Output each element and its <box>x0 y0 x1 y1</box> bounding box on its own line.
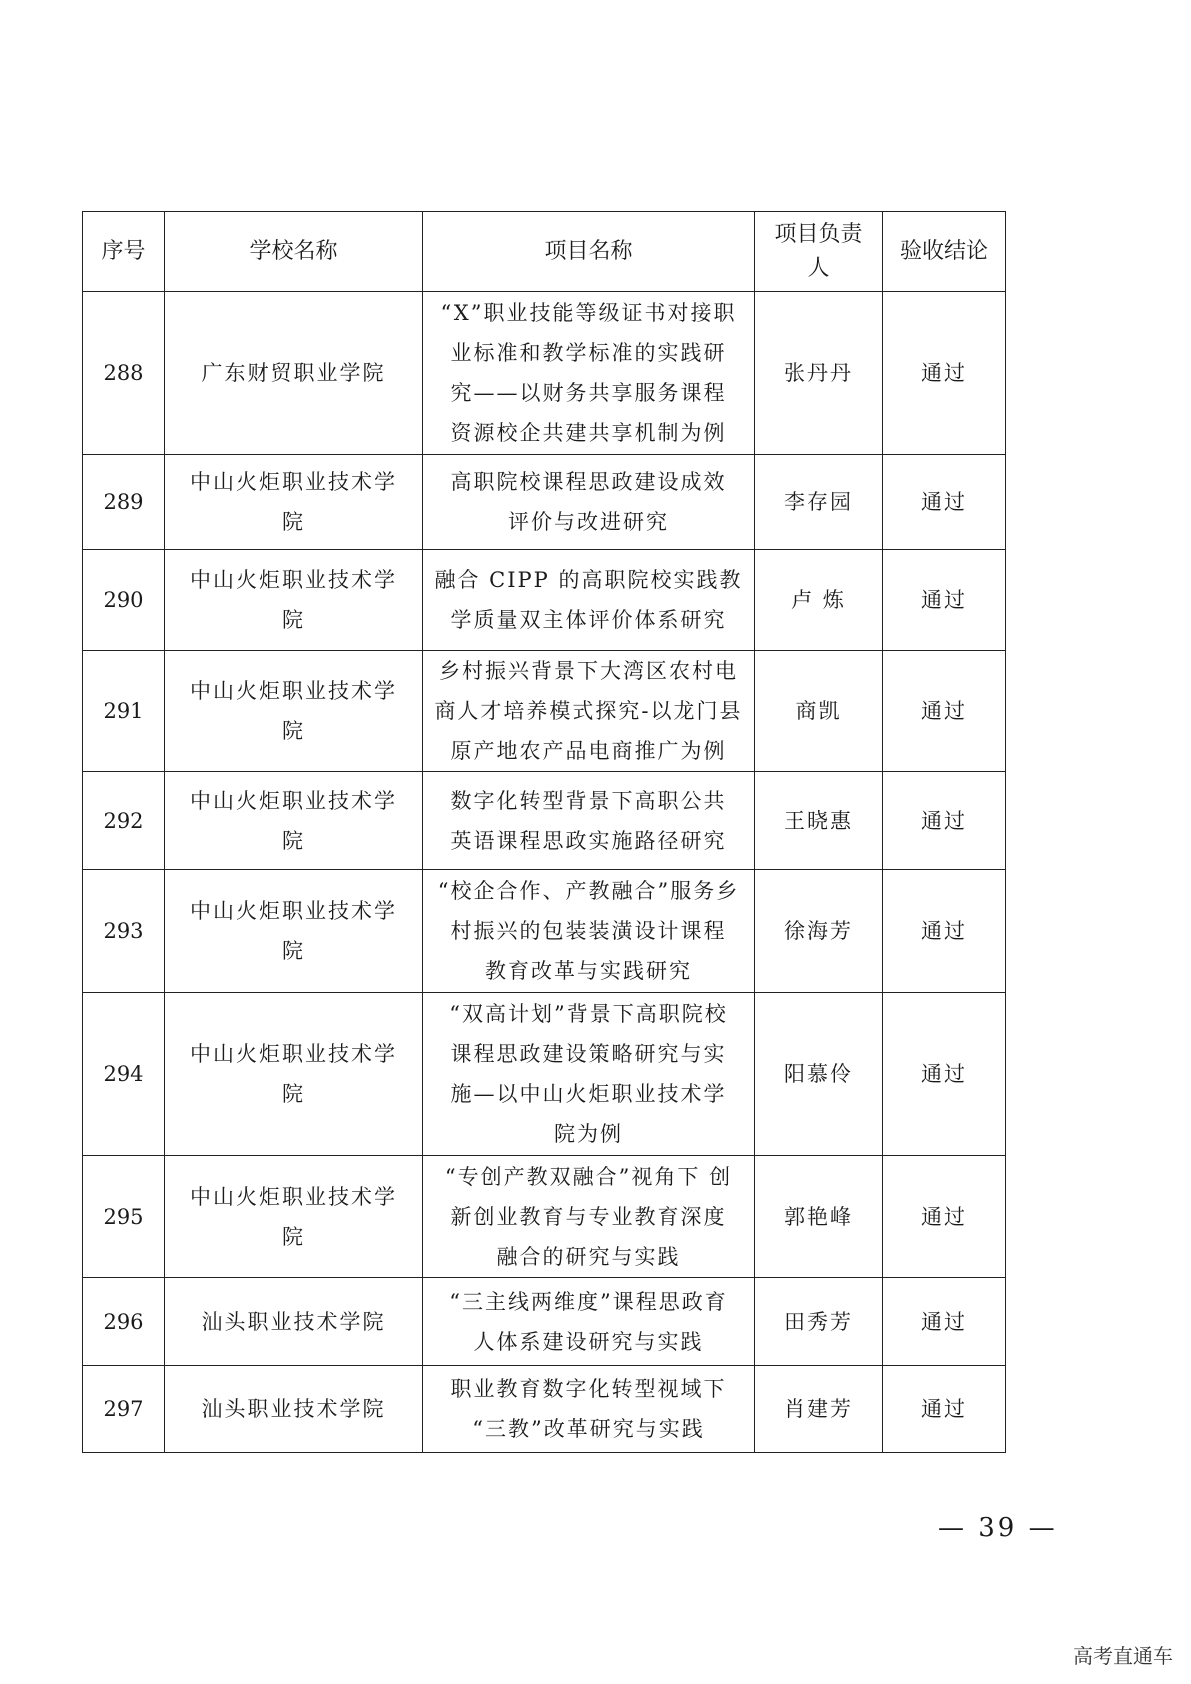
cell-school: 汕头职业技术学院 <box>165 1366 423 1453</box>
table-header-row <box>83 212 1006 292</box>
cell-project: “三主线两维度”课程思政育 人体系建设研究与实践 <box>423 1278 755 1366</box>
cell-index: 291 <box>83 651 165 772</box>
cell-index: 289 <box>83 455 165 550</box>
cell-project: “X”职业技能等级证书对接职 业标准和教学标准的实践研 究——以财务共享服务课程 资源校企共建共享机制为例 <box>423 292 755 455</box>
cell-school: 中山火炬职业技术学 院 <box>165 651 423 772</box>
table-row <box>83 870 1006 993</box>
cell-result: 通过 <box>883 455 1006 550</box>
cell-result: 通过 <box>883 1278 1006 1366</box>
cell-project: 高职院校课程思政建设成效 评价与改进研究 <box>423 455 755 550</box>
cell-project: “双高计划”背景下高职院校 课程思政建设策略研究与实 施—以中山火炬职业技术学 院为例 <box>423 993 755 1156</box>
cell-index: 290 <box>83 550 165 651</box>
cell-result: 通过 <box>883 651 1006 772</box>
table-row <box>83 1366 1006 1453</box>
cell-school: 中山火炬职业技术学 院 <box>165 1156 423 1278</box>
cell-leader: 徐海芳 <box>755 870 883 993</box>
watermark-text: 高考直通车 <box>1073 1644 1173 1668</box>
cell-result: 通过 <box>883 550 1006 651</box>
cell-index: 294 <box>83 993 165 1156</box>
cell-school: 中山火炬职业技术学 院 <box>165 993 423 1156</box>
cell-index: 288 <box>83 292 165 455</box>
cell-project: 数字化转型背景下高职公共 英语课程思政实施路径研究 <box>423 772 755 870</box>
cell-leader: 商凯 <box>755 651 883 772</box>
cell-school: 中山火炬职业技术学 院 <box>165 772 423 870</box>
cell-leader: 李存园 <box>755 455 883 550</box>
page-number: — 39 — <box>938 1513 1058 1543</box>
cell-leader: 王晓惠 <box>755 772 883 870</box>
cell-leader: 阳慕伶 <box>755 993 883 1156</box>
cell-project: “专创产教双融合”视角下 创 新创业教育与专业教育深度 融合的研究与实践 <box>423 1156 755 1278</box>
cell-index: 296 <box>83 1278 165 1366</box>
cell-leader: 田秀芳 <box>755 1278 883 1366</box>
cell-index: 295 <box>83 1156 165 1278</box>
table-row <box>83 993 1006 1156</box>
header-index: 序号 <box>83 212 165 292</box>
header-result: 验收结论 <box>883 212 1006 292</box>
cell-leader: 肖建芳 <box>755 1366 883 1453</box>
cell-school: 中山火炬职业技术学 院 <box>165 455 423 550</box>
cell-project: 乡村振兴背景下大湾区农村电 商人才培养模式探究-以龙门县 原产地农产品电商推广为例 <box>423 651 755 772</box>
table-row <box>83 651 1006 772</box>
cell-index: 292 <box>83 772 165 870</box>
header-school: 学校名称 <box>165 212 423 292</box>
cell-project: 融合 CIPP 的高职院校实践教 学质量双主体评价体系研究 <box>423 550 755 651</box>
cell-school: 汕头职业技术学院 <box>165 1278 423 1366</box>
cell-leader: 卢 炼 <box>755 550 883 651</box>
cell-result: 通过 <box>883 292 1006 455</box>
header-leader: 项目负责 人 <box>755 212 883 292</box>
cell-school: 中山火炬职业技术学 院 <box>165 870 423 993</box>
table-row <box>83 1156 1006 1278</box>
cell-leader: 张丹丹 <box>755 292 883 455</box>
cell-school: 广东财贸职业学院 <box>165 292 423 455</box>
cell-result: 通过 <box>883 1366 1006 1453</box>
table-row <box>83 292 1006 455</box>
table-row <box>83 550 1006 651</box>
table-row <box>83 1278 1006 1366</box>
cell-project: 职业教育数字化转型视域下 “三教”改革研究与实践 <box>423 1366 755 1453</box>
cell-index: 293 <box>83 870 165 993</box>
cell-leader: 郭艳峰 <box>755 1156 883 1278</box>
cell-school: 中山火炬职业技术学 院 <box>165 550 423 651</box>
cell-project: “校企合作、产教融合”服务乡 村振兴的包装装潢设计课程 教育改革与实践研究 <box>423 870 755 993</box>
project-acceptance-table <box>82 211 1006 1453</box>
cell-result: 通过 <box>883 993 1006 1156</box>
table-row <box>83 772 1006 870</box>
cell-result: 通过 <box>883 870 1006 993</box>
cell-index: 297 <box>83 1366 165 1453</box>
header-project: 项目名称 <box>423 212 755 292</box>
table-row <box>83 455 1006 550</box>
cell-result: 通过 <box>883 1156 1006 1278</box>
cell-result: 通过 <box>883 772 1006 870</box>
